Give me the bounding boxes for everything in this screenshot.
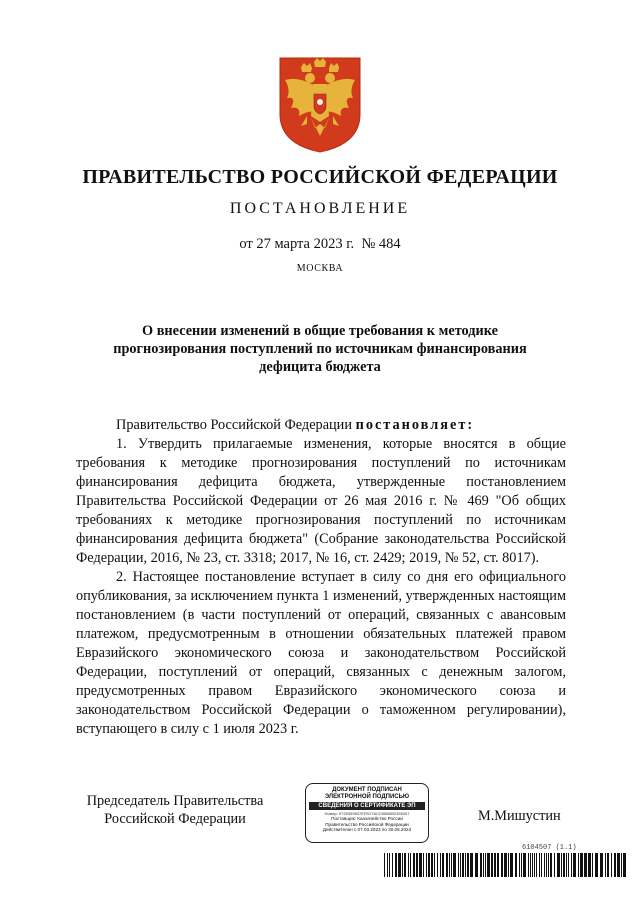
barcode-bar (578, 853, 579, 877)
barcode-bar (617, 853, 620, 877)
barcode-bar (623, 853, 626, 877)
barcode-bar (491, 853, 493, 877)
barcode-bar (539, 853, 540, 877)
barcode-bar (515, 853, 517, 877)
barcode-bar (389, 853, 390, 877)
barcode-bar (453, 853, 456, 877)
intro-paragraph (76, 416, 566, 435)
barcode-bar (413, 853, 415, 877)
subject-line-1: О внесении изменений в общие требования к методике (142, 323, 498, 339)
barcode-bar (497, 853, 499, 877)
barcode-bar (554, 853, 555, 877)
barcode-bar (571, 853, 572, 877)
barcode-bar (398, 853, 401, 877)
signer-position-line-1: Председатель Правительства (86, 793, 264, 809)
barcode-bar (494, 853, 496, 877)
barcode-bar (410, 853, 411, 877)
barcode-bar (588, 853, 591, 877)
barcode-bar (428, 853, 430, 877)
barcode-bar (485, 853, 486, 877)
barcode-number: 6104507 (1.1) (522, 844, 577, 852)
barcode-bar (487, 853, 490, 877)
barcode-bar (607, 853, 609, 877)
barcode-bar (480, 853, 482, 877)
barcode-bar (600, 853, 603, 877)
barcode-bar (440, 853, 441, 877)
barcode-bar (446, 853, 448, 877)
barcode-bar (483, 853, 484, 877)
barcode-bar (434, 853, 435, 877)
barcode-bar (546, 853, 547, 877)
barcode-bar (521, 853, 522, 877)
barcode-bar (566, 853, 567, 877)
russian-coat-of-arms-emblem (277, 56, 363, 154)
signer-position (70, 792, 280, 828)
intro-prefix: Правительство Российской Федерации (116, 417, 352, 433)
barcode-bar (580, 853, 583, 877)
eds-validity: Действителен с 07.03.2023 по 30.05.2024 (322, 827, 412, 833)
barcode-bar (384, 853, 385, 877)
barcode-bar (419, 853, 422, 877)
barcode-bar (458, 853, 459, 877)
barcode-bar (465, 853, 466, 877)
eds-title-1: ДОКУМЕНТ ПОДПИСАН (332, 787, 402, 793)
barcode-bar (523, 853, 526, 877)
barcode-bar (568, 853, 569, 877)
eds-owner-1: Поставщик: Казначейство России (331, 816, 403, 821)
signer-name: М.Мишустин (478, 808, 561, 824)
barcode-bar (550, 853, 552, 877)
barcode-bar (416, 853, 418, 877)
eds-certificate-number: Номер: 5725359837EFB17ACD08B0B2355057 (324, 811, 410, 816)
barcode-bar (614, 853, 616, 877)
barcode-bar (544, 853, 545, 877)
document-date: от 27 марта 2023 г. (239, 236, 355, 252)
paragraph-1: 1. Утвердить прилагаемые изменения, которые вносятся в общие требования к методике прогнозирования поступлений по источникам финансирования дефицита бюджета, утвержденные постановлением Правительства Российской Федерации от 26 мая 2016 г. № 469 "Об общих требованиях к методике прогнозирования поступлений по источникам финансирования дефицита бюджета" (Собрание законодательства Российской Федерации, 2016, № 23, ст. 3318; 2017, № 16, ст. 2429; 2019, № 52, ст. 8017). (76, 436, 566, 566)
barcode-bar (449, 853, 450, 877)
barcode-bar (387, 853, 388, 877)
electronic-signature-stamp (305, 783, 429, 843)
barcode-bar (548, 853, 549, 877)
barcode-bar (592, 853, 593, 877)
barcode-bar (584, 853, 587, 877)
barcode-bar (392, 853, 393, 877)
barcode-bar (475, 853, 478, 877)
barcode-bar (595, 853, 598, 877)
barcode-bar (460, 853, 461, 877)
barcode-bar (532, 853, 533, 877)
barcode-bar (437, 853, 438, 877)
eds-certificate-header: СВЕДЕНИЯ О СЕРТИФИКАТЕ ЭП (309, 802, 425, 810)
barcode-bar (611, 853, 612, 877)
barcode-bar (504, 853, 507, 877)
barcode-bar (519, 853, 520, 877)
barcode-bar (442, 853, 444, 877)
barcode-bar (423, 853, 424, 877)
document-type: ПОСТАНОВЛЕНИЕ (229, 200, 411, 217)
barcode-bar (605, 853, 606, 877)
barcode-bar (534, 853, 535, 877)
barcode-bar (501, 853, 503, 877)
document-city: МОСКВА (296, 263, 344, 274)
document-date-line (0, 236, 640, 253)
barcode-bar (426, 853, 427, 877)
barcode-bar (561, 853, 562, 877)
document-body (76, 416, 566, 739)
eds-owner-2: Правительство Российской Федерации (325, 821, 409, 827)
barcode-bar (462, 853, 464, 877)
barcode-bar (573, 853, 576, 877)
signer-position-line-2: Российской Федерации (104, 811, 246, 827)
barcode-bar (402, 853, 403, 877)
barcode (384, 853, 626, 877)
barcode-bar (404, 853, 406, 877)
barcode-bar (408, 853, 409, 877)
barcode-bar (467, 853, 469, 877)
barcode-bar (541, 853, 542, 877)
document-subject (60, 322, 580, 376)
barcode-bar (431, 853, 433, 877)
barcode-bar (395, 853, 397, 877)
subject-line-2: прогнозирования поступлений по источникам финансирования (113, 341, 527, 357)
document-number: № 484 (361, 236, 401, 252)
subject-line-3: дефицита бюджета (259, 359, 381, 375)
barcode-bar (508, 853, 509, 877)
barcode-bar (557, 853, 560, 877)
barcode-bar (528, 853, 529, 877)
barcode-bar (530, 853, 531, 877)
paragraph-2: 2. Настоящее постановление вступает в силу со дня его официального опубликования, за исключением пункта 1 изменений, утвержденных настоящим постановлением (в части поступлений от операций, связанных с авансовым платежом, предусмотренным в отношении обязательных платежей правом Евразийского экономического союза и законодательством Российской Федерации, поступлений от операций, связанных с денежным залогом, предусмотренных правом Евразийского экономического союза и законодательством Российской Федерации о таможенном регулировании), вступающего в силу с 1 июля 2023 г. (76, 569, 566, 737)
barcode-bar (621, 853, 622, 877)
barcode-bar (470, 853, 473, 877)
barcode-bar (536, 853, 537, 877)
barcode-bar (510, 853, 513, 877)
government-title: ПРАВИТЕЛЬСТВО РОССИЙСКОЙ ФЕДЕРАЦИИ (82, 166, 558, 188)
barcode-bar (451, 853, 452, 877)
intro-verb: постановляет: (355, 417, 475, 433)
eds-title-2: ЭЛЕКТРОННОЙ ПОДПИСЬЮ (324, 794, 410, 800)
barcode-bar (563, 853, 565, 877)
